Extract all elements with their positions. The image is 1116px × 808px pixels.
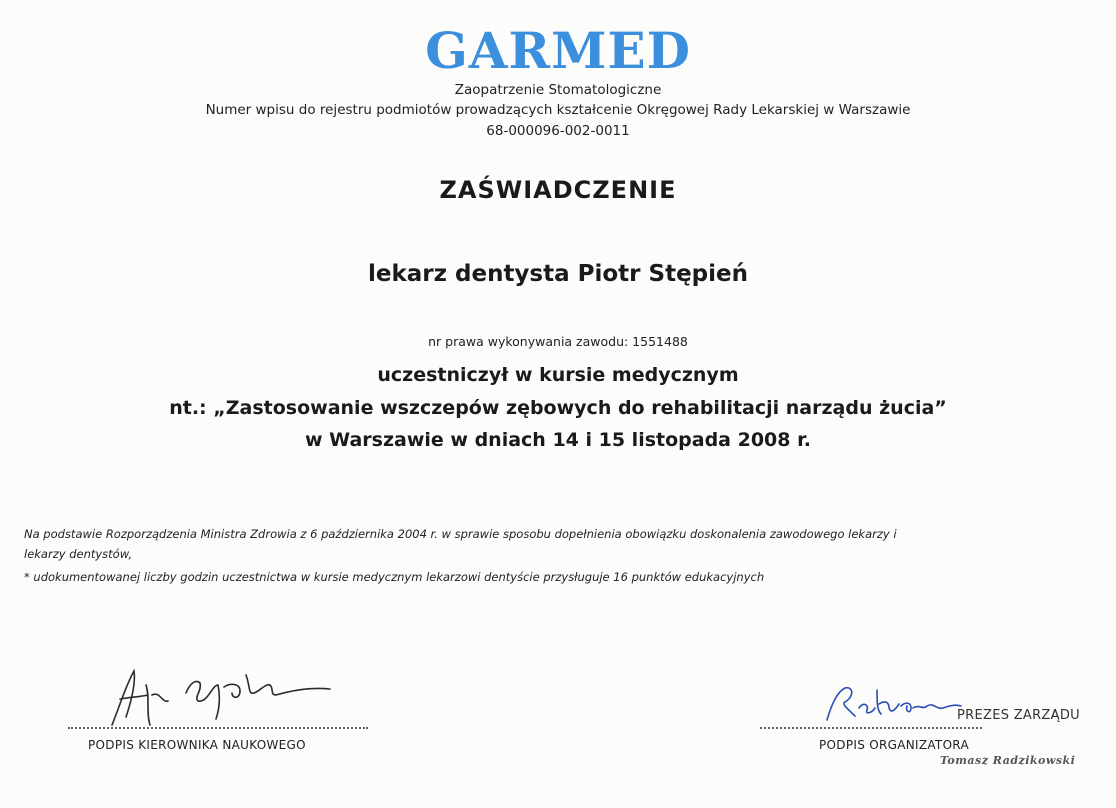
legal-basis-line-1: Na podstawie Rozporządzenia Ministra Zdrowia z 6 października 2004 r. w sprawie sposobu dopełnienia obowiązku doskonalenia zawodowego lekarzy i	[24, 527, 897, 541]
document-title: ZAŚWIADCZENIE	[439, 176, 677, 204]
right-signature-line	[760, 727, 982, 729]
course-topic: nt.: „Zastosowanie wszczepów zębowych do rehabilitacji narządu żucia”	[169, 397, 947, 419]
scientific-director-signature	[90, 655, 370, 735]
board-president-stamp: PREZES ZARZĄDU	[957, 708, 1080, 723]
garmed-logo: GARMED	[425, 21, 691, 80]
registry-text: Numer wpisu do rejestru podmiotów prowadzących kształcenie Okręgowej Rady Lekarskiej w Warszawie	[205, 102, 911, 118]
left-signature-line	[68, 727, 368, 729]
organizer-signature	[815, 680, 975, 730]
company-subtitle: Zaopatrzenie Stomatologiczne	[454, 82, 662, 98]
scientific-director-label: PODPIS KIEROWNIKA NAUKOWEGO	[88, 738, 306, 752]
legal-basis-line-2: lekarzy dentystów,	[24, 547, 133, 561]
recipient-name: lekarz dentysta Piotr Stępień	[367, 261, 749, 287]
course-participation: uczestniczył w kursie medycznym	[377, 364, 739, 386]
stamp-name: Tomasz Radzikowski	[940, 754, 1076, 767]
education-points-note: * udokumentowanej liczby godzin uczestnictwa w kursie medycznym lekarzowi dentyście przysługuje 16 punktów edukacyjnych	[24, 570, 765, 584]
organizer-label: PODPIS ORGANIZATORA	[819, 738, 969, 752]
registry-number: 68-000096-002-0011	[486, 123, 630, 139]
license-number: nr prawa wykonywania zawodu: 1551488	[428, 334, 688, 349]
course-dates: w Warszawie w dniach 14 i 15 listopada 2008 r.	[305, 429, 811, 451]
